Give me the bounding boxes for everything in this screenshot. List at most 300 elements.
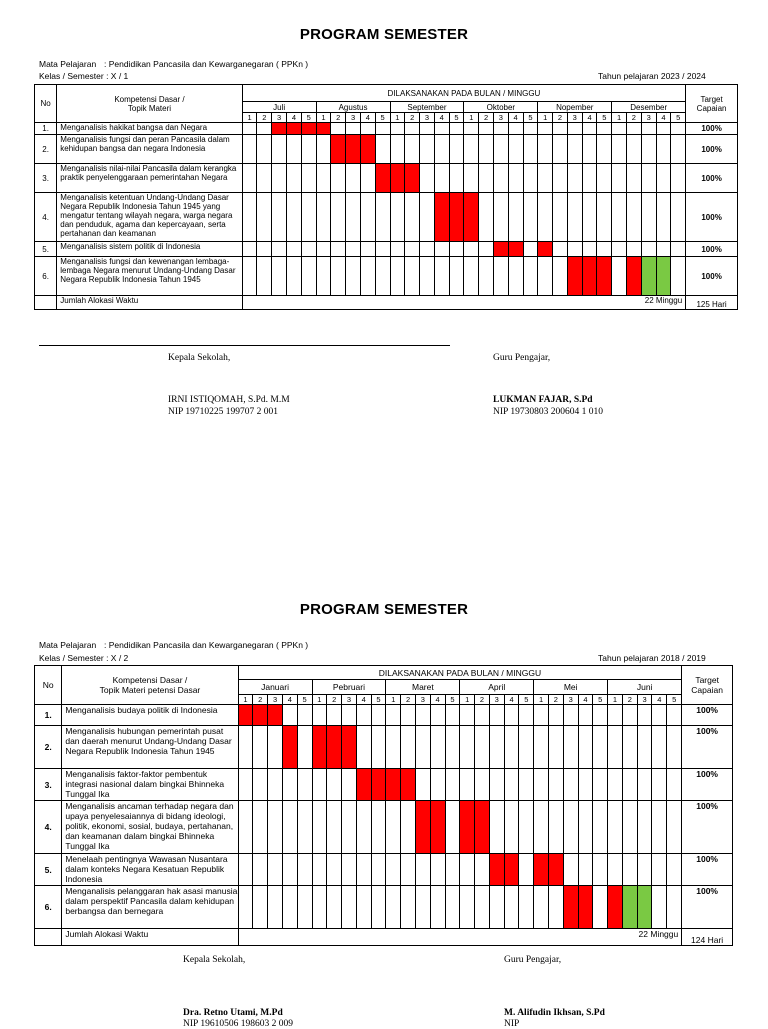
schedule-cell: [637, 705, 652, 726]
row-number: 5.: [35, 242, 57, 257]
schedule-cell: [253, 854, 268, 886]
schedule-cell: [401, 705, 416, 726]
schedule-cell: [297, 726, 312, 769]
schedule-cell: [430, 854, 445, 886]
month-header: Maret: [386, 680, 460, 695]
schedule-cell: [312, 705, 327, 726]
schedule-cell: [375, 257, 390, 296]
week-number: 2: [622, 695, 637, 705]
schedule-cell: [282, 801, 297, 854]
schedule-cell: [475, 854, 490, 886]
schedule-cell: [597, 193, 612, 242]
schedule-cell: [445, 705, 460, 726]
row-number: 4.: [35, 801, 62, 854]
schedule-cell: [371, 854, 386, 886]
schedule-cell: [301, 257, 316, 296]
schedule-cell: [627, 123, 642, 135]
schedule-cell-red: [301, 123, 316, 135]
row-number: 2.: [35, 726, 62, 769]
schedule-cell: [346, 123, 361, 135]
schedule-cell-red: [582, 257, 597, 296]
schedule-cell: [504, 769, 519, 801]
schedule-cell: [327, 769, 342, 801]
week-number: 3: [268, 695, 283, 705]
week-number: 1: [390, 113, 405, 123]
week-number: 5: [297, 695, 312, 705]
row-number: 5.: [35, 854, 62, 886]
table-row: [35, 242, 738, 257]
week-number: 4: [360, 113, 375, 123]
schedule-cell: [667, 801, 682, 854]
week-number: 1: [238, 695, 253, 705]
schedule-cell: [622, 705, 637, 726]
schedule-cell: [641, 242, 656, 257]
schedule-cell: [405, 242, 420, 257]
week-number: 2: [553, 113, 568, 123]
schedule-cell: [331, 123, 346, 135]
schedule-cell: [405, 193, 420, 242]
week-number: 5: [449, 113, 464, 123]
week-number: 3: [489, 695, 504, 705]
month-header: Oktober: [464, 102, 538, 113]
week-number: 3: [346, 113, 361, 123]
schedule-cell: [415, 726, 430, 769]
schedule-cell: [553, 164, 568, 193]
schedule-cell: [415, 769, 430, 801]
schedule-cell: [257, 242, 272, 257]
row-topic: Menganalisis ancaman terhadap negara dan upaya penyelesaiannya di bidang ideologi, politik, ekonomi, sosial, budaya, pertahanan, dan keamanan dalam bingkai Bhinneka Tunggal Ika: [62, 801, 238, 854]
week-number: 4: [652, 695, 667, 705]
week-number: 4: [508, 113, 523, 123]
schedule-cell: [356, 854, 371, 886]
schedule-cell: [390, 257, 405, 296]
schedule-cell: [627, 193, 642, 242]
schedule-cell: [401, 886, 416, 929]
schedule-cell: [667, 705, 682, 726]
schedule-cell-red: [253, 705, 268, 726]
schedule-cell: [287, 135, 302, 164]
schedule-cell: [567, 193, 582, 242]
schedule-cell: [371, 801, 386, 854]
week-number: 5: [667, 695, 682, 705]
schedule-cell: [567, 123, 582, 135]
schedule-cell: [356, 886, 371, 929]
row-target: 100%: [682, 886, 733, 929]
schedule-cell: [445, 801, 460, 854]
kepsek-label-1: Kepala Sekolah,: [168, 353, 231, 363]
schedule-cell: [272, 135, 287, 164]
schedule-cell: [449, 257, 464, 296]
schedule-cell-red: [327, 726, 342, 769]
schedule-cell: [460, 726, 475, 769]
header-target-line1: Target: [700, 94, 723, 104]
schedule-cell-red: [493, 242, 508, 257]
kepsek-name-1: IRNI ISTIQOMAH, S.Pd. M.M: [168, 395, 290, 405]
schedule-cell: [593, 726, 608, 769]
schedule-cell-red: [375, 164, 390, 193]
row-number: 2.: [35, 135, 57, 164]
week-number: 3: [272, 113, 287, 123]
program-semester-table-2: [34, 665, 733, 946]
schedule-cell: [671, 135, 686, 164]
schedule-cell: [523, 135, 538, 164]
total-no: [35, 929, 62, 946]
schedule-cell: [523, 257, 538, 296]
schedule-cell: [375, 135, 390, 164]
schedule-cell: [637, 769, 652, 801]
schedule-cell: [342, 705, 357, 726]
schedule-cell: [667, 726, 682, 769]
table-row: [35, 886, 733, 929]
week-number: 1: [312, 695, 327, 705]
month-header: April: [460, 680, 534, 695]
row-number: 1.: [35, 705, 62, 726]
schedule-cell: [301, 242, 316, 257]
schedule-cell: [316, 257, 331, 296]
schedule-cell: [641, 123, 656, 135]
schedule-cell: [430, 769, 445, 801]
schedule-cell: [460, 705, 475, 726]
schedule-cell: [327, 705, 342, 726]
schedule-cell-red: [272, 123, 287, 135]
schedule-cell: [578, 705, 593, 726]
schedule-cell: [415, 854, 430, 886]
schedule-cell: [257, 164, 272, 193]
schedule-cell-red: [386, 769, 401, 801]
kepsek-label-2: Kepala Sekolah,: [183, 955, 246, 965]
schedule-cell: [641, 193, 656, 242]
schedule-cell: [597, 242, 612, 257]
schedule-cell: [567, 164, 582, 193]
schedule-cell: [549, 705, 564, 726]
schedule-cell: [342, 769, 357, 801]
month-header: Pebruari: [312, 680, 386, 695]
row-target: 100%: [686, 123, 738, 135]
schedule-cell: [287, 242, 302, 257]
schedule-cell-red: [567, 257, 582, 296]
kelas-semester-1: Kelas / Semester : X / 1: [39, 71, 129, 81]
program-semester-table-1: [34, 84, 738, 310]
header-target-line1: Target: [695, 675, 719, 685]
divider-line: [39, 345, 450, 346]
schedule-cell: [656, 242, 671, 257]
row-topic: Menganalisis ketentuan Undang-Undang Dasar Negara Republik Indonesia Tahun 1945 yang mengatur tentang wilayah negara, warga negara dan penduduk, agama dan kepercayaan, serta pertahanan dan keamanan: [57, 193, 242, 242]
schedule-cell: [519, 854, 534, 886]
schedule-cell: [371, 886, 386, 929]
kelas-semester-2: Kelas / Semester : X / 2: [39, 653, 129, 663]
schedule-cell: [272, 242, 287, 257]
schedule-cell: [257, 193, 272, 242]
schedule-cell: [641, 164, 656, 193]
header-kompetensi-line1: Kompetensi Dasar /: [112, 675, 188, 685]
schedule-cell: [287, 193, 302, 242]
schedule-cell: [652, 854, 667, 886]
schedule-cell: [563, 705, 578, 726]
schedule-cell: [346, 257, 361, 296]
schedule-cell: [504, 801, 519, 854]
schedule-cell-red: [475, 801, 490, 854]
schedule-cell: [316, 164, 331, 193]
schedule-cell: [268, 801, 283, 854]
schedule-cell: [637, 854, 652, 886]
schedule-cell: [608, 705, 623, 726]
schedule-cell: [656, 123, 671, 135]
schedule-cell: [508, 123, 523, 135]
schedule-cell: [460, 769, 475, 801]
schedule-cell: [519, 801, 534, 854]
schedule-cell: [534, 886, 549, 929]
week-number: 5: [523, 113, 538, 123]
schedule-cell: [593, 769, 608, 801]
schedule-cell: [420, 257, 435, 296]
week-number: 3: [567, 113, 582, 123]
schedule-cell: [342, 854, 357, 886]
schedule-cell: [671, 193, 686, 242]
schedule-cell: [238, 886, 253, 929]
schedule-cell: [356, 801, 371, 854]
schedule-cell: [493, 257, 508, 296]
row-topic: Menelaah pentingnya Wawasan Nusantara dalam konteks Negara Kesatuan Republik Indonesia: [62, 854, 238, 886]
schedule-cell: [420, 242, 435, 257]
tahun-pelajaran-1: Tahun pelajaran 2023 / 2024: [598, 71, 706, 81]
week-number: 5: [445, 695, 460, 705]
month-header: Nopember: [538, 102, 612, 113]
week-number: 3: [342, 695, 357, 705]
row-topic: Menganalisis budaya politik di Indonesia: [62, 705, 238, 726]
schedule-cell: [297, 769, 312, 801]
week-number: 2: [401, 695, 416, 705]
table-row: [35, 135, 738, 164]
schedule-cell: [386, 886, 401, 929]
schedule-cell: [331, 164, 346, 193]
schedule-cell: [652, 769, 667, 801]
schedule-cell-red: [489, 854, 504, 886]
schedule-cell: [420, 193, 435, 242]
schedule-cell: [608, 801, 623, 854]
schedule-cell: [312, 801, 327, 854]
schedule-cell: [489, 769, 504, 801]
schedule-cell: [268, 769, 283, 801]
row-topic: Menganalisis fungsi dan kewenangan lembaga-lembaga Negara menurut Undang-Undang Dasar Negara Republik Indonesia Tahun 1945: [57, 257, 242, 296]
header-pelaksanaan: DILAKSANAKAN PADA BULAN / MINGGU: [242, 85, 685, 102]
row-target: 100%: [682, 726, 733, 769]
schedule-cell: [593, 705, 608, 726]
mapel-value-1: : Pendidikan Pancasila dan Kewarganegaran ( PPKn ): [104, 59, 309, 69]
schedule-cell-green: [641, 257, 656, 296]
schedule-cell: [272, 164, 287, 193]
schedule-cell: [257, 257, 272, 296]
schedule-cell: [242, 164, 257, 193]
schedule-cell: [242, 135, 257, 164]
schedule-cell: [272, 257, 287, 296]
mapel-label-1: Mata Pelajaran: [39, 59, 97, 69]
schedule-cell: [597, 164, 612, 193]
row-number: 3.: [35, 164, 57, 193]
week-number: 5: [371, 695, 386, 705]
schedule-cell: [390, 193, 405, 242]
schedule-cell: [434, 242, 449, 257]
week-number: 1: [612, 113, 627, 123]
schedule-cell: [656, 193, 671, 242]
schedule-cell: [593, 886, 608, 929]
schedule-cell: [563, 769, 578, 801]
schedule-cell: [489, 705, 504, 726]
row-target: 100%: [686, 257, 738, 296]
row-topic: Menganalisis hakikat bangsa dan Negara: [57, 123, 242, 135]
mapel-value-2: : Pendidikan Pancasila dan Kewarganegaran ( PPKn ): [104, 640, 309, 650]
schedule-cell: [612, 257, 627, 296]
schedule-cell: [519, 886, 534, 929]
schedule-cell: [445, 769, 460, 801]
schedule-cell-red: [238, 705, 253, 726]
header-no: No: [35, 85, 57, 123]
row-number: 6.: [35, 886, 62, 929]
schedule-cell: [563, 726, 578, 769]
schedule-cell: [401, 801, 416, 854]
week-number: 4: [582, 113, 597, 123]
month-header: Januari: [238, 680, 312, 695]
schedule-cell: [523, 123, 538, 135]
schedule-cell: [578, 854, 593, 886]
week-number: 3: [493, 113, 508, 123]
row-target: 100%: [682, 854, 733, 886]
schedule-cell: [238, 769, 253, 801]
kepsek-nip-2: NIP 19610506 198603 2 009: [183, 1019, 293, 1029]
table-row: [35, 726, 733, 769]
schedule-cell-red: [608, 886, 623, 929]
week-number: 5: [375, 113, 390, 123]
schedule-cell-red: [415, 801, 430, 854]
guru-name-1: LUKMAN FAJAR, S.Pd: [493, 395, 593, 405]
week-number: 2: [327, 695, 342, 705]
schedule-cell-green: [656, 257, 671, 296]
month-header: Agustus: [316, 102, 390, 113]
schedule-cell: [612, 193, 627, 242]
schedule-cell: [405, 123, 420, 135]
schedule-cell: [386, 705, 401, 726]
schedule-cell: [449, 123, 464, 135]
row-topic: Menganalisis pelanggaran hak asasi manusia dalam perspektif Pancasila dalam kehidupan berbangsa dan bernegara: [62, 886, 238, 929]
schedule-cell: [627, 242, 642, 257]
schedule-cell: [489, 726, 504, 769]
schedule-cell: [434, 257, 449, 296]
schedule-cell: [652, 801, 667, 854]
schedule-cell: [593, 854, 608, 886]
schedule-cell-red: [405, 164, 420, 193]
schedule-cell: [342, 886, 357, 929]
schedule-cell: [430, 726, 445, 769]
schedule-cell: [493, 135, 508, 164]
schedule-cell: [346, 193, 361, 242]
schedule-cell: [360, 193, 375, 242]
total-no: [35, 296, 57, 310]
schedule-cell: [331, 257, 346, 296]
schedule-cell: [257, 123, 272, 135]
week-number: 5: [301, 113, 316, 123]
schedule-cell: [312, 854, 327, 886]
schedule-cell: [360, 123, 375, 135]
guru-nip-2: NIP: [504, 1019, 520, 1029]
schedule-cell: [582, 123, 597, 135]
week-number: 4: [578, 695, 593, 705]
schedule-cell: [464, 123, 479, 135]
schedule-cell: [475, 769, 490, 801]
total-label: Jumlah Alokasi Waktu: [62, 929, 238, 946]
schedule-cell-red: [578, 886, 593, 929]
schedule-cell: [534, 801, 549, 854]
schedule-cell-red: [342, 726, 357, 769]
week-number: 1: [242, 113, 257, 123]
schedule-cell: [667, 886, 682, 929]
schedule-cell: [301, 164, 316, 193]
schedule-cell: [371, 705, 386, 726]
schedule-cell: [401, 726, 416, 769]
row-target: 100%: [686, 193, 738, 242]
schedule-cell: [375, 123, 390, 135]
schedule-cell: [578, 769, 593, 801]
schedule-cell: [553, 257, 568, 296]
schedule-cell: [405, 135, 420, 164]
schedule-cell: [460, 886, 475, 929]
row-target: 100%: [682, 705, 733, 726]
schedule-cell: [563, 801, 578, 854]
schedule-cell: [479, 193, 494, 242]
schedule-cell: [504, 705, 519, 726]
row-topic: Menganalisis sistem politik di Indonesia: [57, 242, 242, 257]
schedule-cell: [301, 193, 316, 242]
total-hari: 125 Hari: [686, 296, 738, 310]
schedule-cell-red: [316, 123, 331, 135]
schedule-cell-green: [622, 886, 637, 929]
schedule-cell: [608, 769, 623, 801]
kepsek-nip-1: NIP 19710225 199707 2 001: [168, 407, 278, 417]
schedule-cell-red: [434, 193, 449, 242]
schedule-cell: [563, 854, 578, 886]
schedule-cell: [287, 164, 302, 193]
schedule-cell: [593, 801, 608, 854]
month-header: September: [390, 102, 464, 113]
schedule-cell: [242, 257, 257, 296]
schedule-cell: [464, 164, 479, 193]
week-number: 1: [460, 695, 475, 705]
schedule-cell: [445, 854, 460, 886]
schedule-cell: [238, 726, 253, 769]
schedule-cell: [420, 164, 435, 193]
schedule-cell: [622, 854, 637, 886]
schedule-cell: [390, 123, 405, 135]
header-pelaksanaan: DILAKSANAKAN PADA BULAN / MINGGU: [238, 666, 682, 680]
schedule-cell: [242, 193, 257, 242]
schedule-cell: [257, 135, 272, 164]
schedule-cell: [449, 242, 464, 257]
schedule-cell-red: [534, 854, 549, 886]
week-number: 2: [549, 695, 564, 705]
schedule-cell: [508, 164, 523, 193]
schedule-cell: [656, 164, 671, 193]
row-topic: Menganalisis hubungan pemerintah pusat dan daerah menurut Undang-Undang Dasar Negara Republik Indonesia Tahun 1945: [62, 726, 238, 769]
schedule-cell: [508, 135, 523, 164]
schedule-cell: [493, 123, 508, 135]
schedule-cell: [272, 193, 287, 242]
schedule-cell-red: [563, 886, 578, 929]
schedule-cell: [622, 726, 637, 769]
schedule-cell: [434, 123, 449, 135]
schedule-cell: [242, 242, 257, 257]
row-target: 100%: [682, 769, 733, 801]
schedule-cell-red: [282, 726, 297, 769]
week-number: 4: [504, 695, 519, 705]
schedule-cell: [549, 726, 564, 769]
